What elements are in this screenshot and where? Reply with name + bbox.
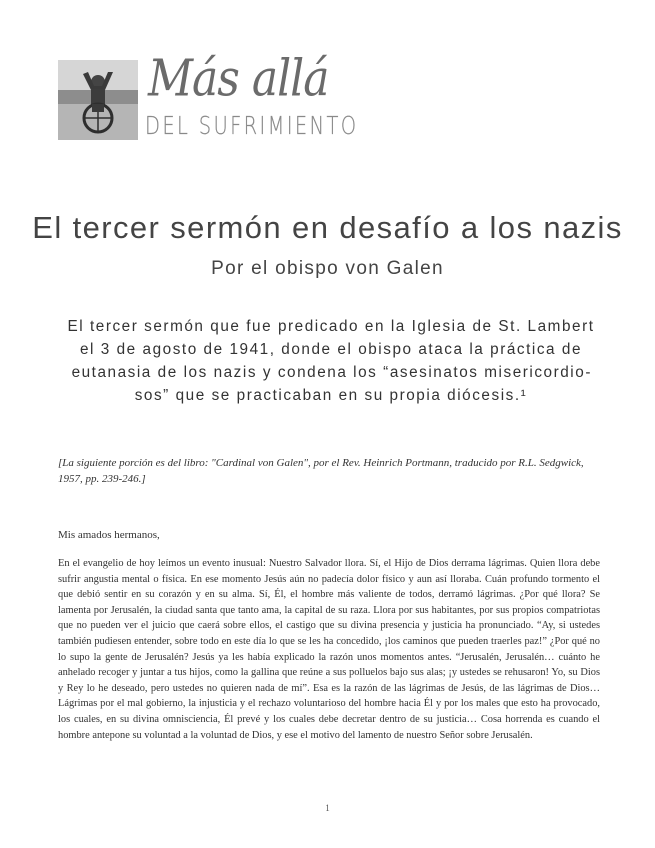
document-subtitle: Por el obispo von Galen bbox=[211, 258, 444, 279]
logo-subtitle-text: DEL SUFRIMIENTO bbox=[145, 111, 359, 140]
logo-photo bbox=[58, 60, 138, 140]
document-title: El tercer sermón en desafío a los nazis bbox=[32, 210, 623, 245]
greeting-line: Mis amados hermanos, bbox=[58, 529, 160, 541]
page-number: 1 bbox=[325, 803, 330, 813]
intro-paragraph: El tercer sermón que fue predicado en la Iglesia de St. Lambert el 3 de agosto de 1941, donde el obispo ataca la práctica de eutanasia de los nazis y condena los “asesinatos misericordiosos” que se practicaban en su propia diócesis.¹ bbox=[67, 318, 595, 404]
logo-script-text: Más allá bbox=[148, 49, 329, 109]
source-citation: [La siguiente porción es del libro: "Cardinal von Galen", por el Rev. Heinrich Portmann, traducido por R.L. Sedgwick, 1957, pp. 239-246.] bbox=[58, 457, 584, 485]
body-paragraph: En el evangelio de hoy leímos un evento inusual: Nuestro Salvador llora. Sí, el Hijo de Dios derrama lágrimas. Quien llora debe sufrir angustia mental o física. En ese momento Jesús aún no padecía dolor físico y aun así lloraba. Cuán profundo tormento el que debió sentir en su corazón y en su alma. Sí, Él, el hombre más valiente de todos, derramó lágrimas. ¿Por qué llora? Se lamenta por Jerusalén, la ciudad santa que tanto ama, la capital de su raza. Llora por sus habitantes, por sus propios compatriotas que no pueden ver el juicio que caerá sobre ellos, el castigo que su divina presencia y justicia ha pronunciado. “Ay, si ustedes también pudiesen entender, sobre todo en este día lo que se les ha concedido, ¡los caminos que pueden traerles paz!” ¿Por qué no lo supo la gente de Jerusalén? Jesús ya les había explicado la razón unos momentos antes. “Jerusalén, Jerusalén… cuánto he anhelado recoger y juntar a tus hijos, como la gallina que reúne a sus polluelos bajo sus alas; ¡y ustedes se rehusaron! Yo, su Dios y Rey lo he deseado, pero ustedes no quieren nada de mí”. Esa es la razón de las lágrimas de Jesús, de las lágrimas de Dios… Lágrimas por el mal gobierno, la injusticia y el rechazo voluntarioso del hombre hacia Él y por los males que esto ha provocado, los cuales, en su divina omnisciencia, Él prevé y los cuales debe decretar dentro de su justicia… Cosa horrenda es cuando el hombre antepone su voluntad a la voluntad de Dios, y ese el motivo del lamento de nuestro Señor sobre Jerusalén. bbox=[58, 558, 600, 741]
